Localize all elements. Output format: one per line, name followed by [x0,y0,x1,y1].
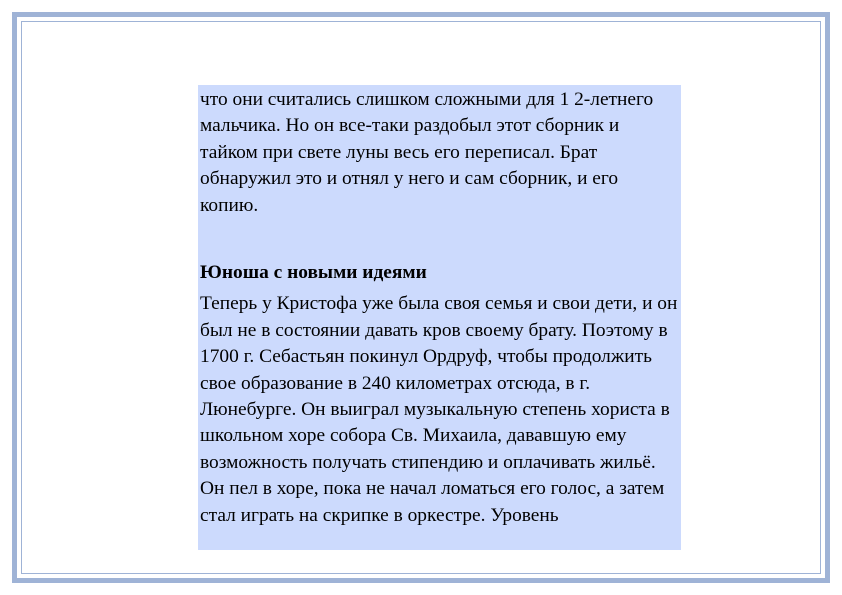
paragraph-body: Теперь у Кристофа уже была своя семья и свои дети, и он был не в состоянии давать кров своему брату. Поэтому в 1700 г. Себастьян покинул Ордруф, чтобы продолжить свое образование в 240 километрах отсюда, в г. Люнебурге. Он выиграл музыкальную степень хориста в школьном хоре собора Св. Михаила, дававшую ему возможность получать стипендию и оплачивать жильё. Он пел в хоре, пока не начал ломаться его голос, а затем стал играть на скрипке в оркестре. Уровень [200,293,678,526]
text-block [198,85,681,550]
section-heading: Юноша с новыми идеями [200,262,427,284]
paragraph-intro: что они считались слишком сложными для 1 2-летнего мальчика. Но он все-таки раздобыл этот сборник и тайком при свете луны весь его переписал. Брат обнаружил это и отнял у него и сам сборник, и его копию. [200,89,654,216]
